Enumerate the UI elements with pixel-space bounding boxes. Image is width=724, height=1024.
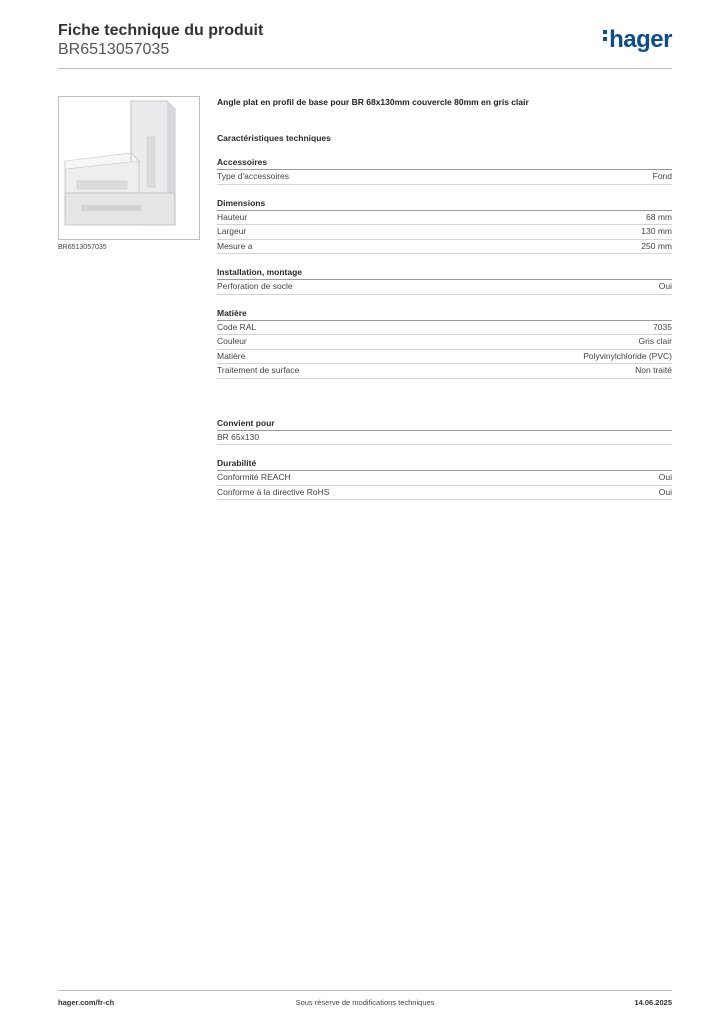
spec-row <box>217 471 672 486</box>
spec-value: 250 mm <box>641 240 672 251</box>
spec-label: Matière <box>217 350 246 361</box>
flat-angle-product-icon <box>59 97 199 239</box>
spec-value: Oui <box>658 472 672 482</box>
spec-value: Fond <box>652 171 672 181</box>
logo-text: hager <box>609 26 672 53</box>
header-divider <box>58 68 672 69</box>
spec-group-matiere <box>217 307 672 379</box>
spec-row <box>217 486 672 501</box>
document-header <box>58 22 672 59</box>
spec-label: Mesure a <box>217 240 253 251</box>
group-title: Accessoires <box>217 156 672 170</box>
spec-row <box>217 211 672 226</box>
group-title: Matière <box>217 307 672 321</box>
logo-dots-icon <box>603 30 607 44</box>
spec-row <box>217 240 672 255</box>
spec-row <box>217 350 672 365</box>
footer-date: 14.06.2025 <box>634 998 672 1007</box>
spec-row <box>217 335 672 350</box>
group-title: Installation, montage <box>217 266 672 280</box>
website-link[interactable]: hager.com/fr-ch <box>58 998 115 1007</box>
group-title: Durabilité <box>217 457 672 471</box>
section-title: Caractéristiques techniques <box>217 133 331 143</box>
product-description: Angle plat en profil de base pour BR 68x130mm couvercle 80mm en gris clair <box>217 97 529 107</box>
specifications <box>217 96 672 500</box>
spec-label: Traitement de surface <box>217 365 300 375</box>
spec-value: 130 mm <box>641 226 672 236</box>
spec-value: Non traité <box>635 365 672 375</box>
group-title: Dimensions <box>217 197 672 211</box>
page-title: Fiche technique du produit <box>58 22 264 39</box>
spec-value: 7035 <box>653 321 672 332</box>
spec-row <box>217 364 672 379</box>
product-image <box>58 96 200 240</box>
spec-group-durabilite <box>217 457 672 500</box>
spec-group-installation <box>217 266 672 295</box>
spec-label: Hauteur <box>217 211 248 222</box>
spec-row <box>217 431 672 446</box>
spec-label: Code RAL <box>217 321 257 332</box>
spec-value: Oui <box>658 486 672 497</box>
spec-label: Largeur <box>217 226 247 236</box>
footer-notice: Sous réserve de modifications techniques <box>295 998 435 1007</box>
spec-value: 68 mm <box>646 211 672 222</box>
spec-label: BR 65x130 <box>217 431 260 442</box>
spec-label: Conforme à la directive RoHS <box>217 486 330 497</box>
spec-value: Gris clair <box>638 336 672 346</box>
spec-value: Polyvinylchloride (PVC) <box>583 350 672 361</box>
spec-label: Couleur <box>217 336 247 346</box>
hager-logo <box>603 28 672 52</box>
spec-value: Oui <box>658 281 672 291</box>
spec-label: Conformité REACH <box>217 472 291 482</box>
spec-row <box>217 225 672 240</box>
spec-label: Perforation de socle <box>217 281 293 291</box>
spec-row <box>217 280 672 295</box>
product-reference: BR6513057035 <box>58 41 170 58</box>
spec-group-dimensions <box>217 197 672 255</box>
group-title: Convient pour <box>217 417 672 431</box>
spec-row <box>217 170 672 185</box>
spec-row <box>217 321 672 336</box>
figure-caption: BR6513057035 <box>58 244 107 251</box>
spec-label: Type d'accessoires <box>217 171 290 181</box>
spec-group-accessoires <box>217 156 672 185</box>
spec-group-convient-pour <box>217 417 672 446</box>
footer-divider <box>58 990 672 991</box>
